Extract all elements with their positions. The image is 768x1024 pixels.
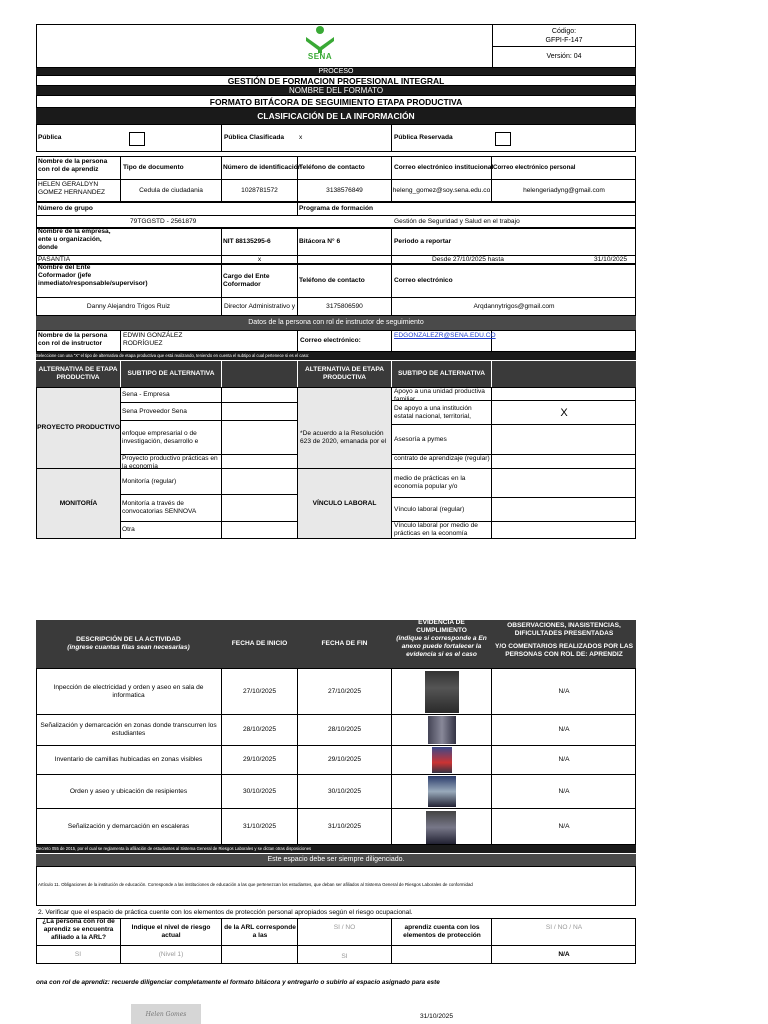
activity-4-evidence-photo bbox=[428, 776, 456, 807]
activity-start-header: FECHA DE INICIO bbox=[231, 640, 288, 647]
activity-2-description: Señalización y demarcación en zonas donde transcurren los estudiantes bbox=[40, 722, 217, 737]
right-sub-4: contrato de aprendizaje (regular) bbox=[394, 455, 490, 462]
proyecto-productivo-label: PROYECTO PRODUCTIVO bbox=[37, 424, 120, 431]
proyecto-sub-3: enfoque empresarial o de investigación, desarrollo e bbox=[122, 429, 199, 445]
classification-row bbox=[36, 124, 636, 152]
instructor-col-2 bbox=[297, 330, 298, 352]
activity-4-observations: N/A bbox=[558, 787, 570, 795]
coformador-correo-header: Correo electrónico bbox=[394, 277, 453, 284]
activity-5-evidence-photo bbox=[426, 811, 456, 844]
monitoria-label: MONITORÍA bbox=[59, 499, 98, 507]
arl-afiliado-header: ¿La persona con rol de aprendiz se encuentra afiliado a la ARL? bbox=[42, 918, 115, 941]
periodo-desde: Desde 27/10/2025 hasta bbox=[432, 256, 504, 263]
activity-observations-header bbox=[492, 622, 636, 668]
decreto-text: Decreto 055 de 2015, por el cual se reglamenta la afiliación de estudiantes al Sistema General de Riesgos Laborales y se dictan otras disposiciones bbox=[36, 845, 636, 853]
vinculo-sub-2: Vínculo laboral (regular) bbox=[394, 505, 465, 513]
activity-3-end: 29/10/2025 bbox=[327, 756, 361, 763]
sub-header-1: SUBTIPO DE ALTERNATIVA bbox=[121, 361, 221, 387]
arl-pago-value: SI bbox=[341, 953, 348, 960]
vinculo-laboral-label: VÍNCULO LABORAL bbox=[312, 499, 377, 507]
header-blank-2 bbox=[492, 361, 636, 387]
activity-1-end: 27/10/2025 bbox=[327, 687, 361, 695]
classification-div-1 bbox=[221, 124, 222, 152]
instructor-col-3 bbox=[391, 330, 392, 352]
activity-2-evidence-photo bbox=[428, 716, 456, 744]
activity-5-observations: N/A bbox=[558, 823, 570, 830]
activity-4-end: 30/10/2025 bbox=[327, 787, 361, 795]
arl-riesgo-header: Indique el nivel de riesgo actual bbox=[131, 924, 211, 939]
grupo-col bbox=[297, 202, 298, 216]
publica-reservada-checkbox[interactable] bbox=[495, 132, 511, 146]
sena-logo bbox=[298, 25, 342, 63]
activity-3-start: 29/10/2025 bbox=[242, 756, 276, 763]
activity-description-header bbox=[36, 620, 221, 668]
formato-label: NOMBRE DEL FORMATO bbox=[36, 86, 636, 95]
bitacora-number: Bitácora N° 6 bbox=[299, 238, 341, 245]
proyecto-sub-4: Proyecto productivo prácticas en la economía bbox=[122, 455, 218, 470]
proceso-value: GESTIÓN DE FORMACION PROFESIONAL INTEGRAL bbox=[36, 75, 636, 86]
aprendiz-telefono-header: Teléfono de contacto bbox=[299, 164, 365, 171]
alternativas-instruction: Seleccione con una "X" el tipo de alternativa de etapa productiva que está realizando, teniendo en cuenta el subtipo al cual pertenece si es el caso: bbox=[36, 352, 636, 360]
empresa-x-mark: x bbox=[257, 256, 262, 263]
activity-2-observations: N/A bbox=[558, 726, 570, 733]
activity-5-description: Señalización y demarcación en escaleras bbox=[67, 823, 190, 830]
activity-2-end: 28/10/2025 bbox=[327, 726, 361, 733]
activity-5-start: 31/10/2025 bbox=[242, 823, 276, 830]
instructor-nombre-header: Nombre de la persona con rol de instructor bbox=[38, 332, 108, 347]
alt-header-1: ALTERNATIVA DE ETAPA PRODUCTIVA bbox=[36, 361, 120, 387]
activity-4-description: Orden y aseo y ubicación de resipientes bbox=[69, 787, 188, 795]
verificar-text: 2. Verificar que el espacio de práctica cuente con los elementos de protección personal apropiados según el riesgo ocupacional. bbox=[38, 909, 413, 916]
monitoria-sub-2: Monitoría a través de convocatorias SENNOVA bbox=[122, 500, 197, 515]
activity-col-3 bbox=[391, 668, 392, 845]
arl-epp-header: aprendiz cuenta con los elementos de protección bbox=[403, 924, 481, 939]
clasificacion-title: CLASIFICACIÓN DE LA INFORMACIÓN bbox=[36, 108, 636, 124]
aprendiz-numero: 1028781572 bbox=[241, 187, 278, 194]
grupo-value: 79TGGSTD - 2561879 bbox=[130, 218, 197, 225]
activity-1-description: Inpección de electricidad y orden y aseo en sala de informatica bbox=[53, 683, 204, 699]
activity-2-start: 28/10/2025 bbox=[242, 726, 276, 733]
activity-3-description: Inventario de camillas hubicadas en zonas visibles bbox=[54, 756, 203, 763]
alt-col-1 bbox=[120, 387, 121, 539]
activity-evidence-sub: (indique si corresponde a En anexo puede fortalecer la evidencia si es el caso bbox=[396, 635, 487, 658]
arl-epp-options: SI / NO / NA bbox=[545, 924, 583, 931]
coformador-correo: Arqdannytrigos@gmail.com bbox=[473, 303, 555, 310]
coformador-cargo-header: Cargo del Ente Coformador bbox=[223, 273, 270, 288]
right-sub-2: De apoyo a una institución estatal nacional, territorial, bbox=[394, 404, 472, 420]
arl-banner: Este espacio debe ser siempre diligenciado. bbox=[36, 854, 636, 866]
aprendiz-correo-inst: heleng_gomez@soy.sena.edu.co bbox=[392, 187, 491, 194]
coformador-telefono: 3175806590 bbox=[326, 303, 363, 310]
activity-1-observations: N/A bbox=[558, 687, 570, 695]
activity-observations-sub: Y/O COMENTARIOS REALIZADOS POR LAS PERSONAS CON ROL DE: APRENDIZ bbox=[495, 643, 633, 658]
footer-note: ona con rol de aprendiz: recuerde diligenciar completamente el formato bitácora y entregarlo o subirlo al espacio asignado para este bbox=[36, 979, 440, 986]
right-sub-1: Apoyo a una unidad productiva familiar bbox=[394, 388, 485, 403]
proceso-label: PROCESO bbox=[36, 68, 636, 75]
alt-col-2 bbox=[221, 387, 222, 539]
arl-col-4 bbox=[391, 918, 392, 964]
coformador-cargo: Director Administrativo y bbox=[223, 303, 296, 310]
articulo-text: Artículo 11. Obligaciones de la institución de educación. Corresponde a las instituciones de educación a las que pertenezcan los estudiantes, que deban ser afiliados al Sistema General de Riesgos Laborales de conformidad bbox=[38, 882, 473, 887]
instructor-nombre: EDWIN GONZÁLEZ RODRÍGUEZ bbox=[123, 332, 183, 347]
arl-riesgo-value: (Nivel 1) bbox=[158, 951, 184, 958]
publica-reservada-label: Pública Reservada bbox=[394, 134, 453, 141]
aprendiz-correo-pers-header: Correo electrónico personal bbox=[493, 164, 576, 171]
arl-col-2 bbox=[221, 918, 222, 964]
right-sub-3: Asesoría a pymes bbox=[394, 435, 447, 443]
empresa-col-3 bbox=[391, 228, 392, 264]
vinculo-sub-1: medio de prácticas en la economía popular y/o bbox=[394, 475, 466, 490]
activity-evidence-header bbox=[392, 617, 491, 668]
version: Versión: 04 bbox=[546, 53, 582, 60]
aprendiz-nombre-header: Nombre de la persona con rol de aprendiz bbox=[38, 158, 108, 173]
monitoria-sub-3: Otra bbox=[122, 526, 135, 533]
empresa-col-2 bbox=[297, 228, 298, 264]
activity-description-title: DESCRIPCIÓN DE LA ACTIVIDAD bbox=[76, 636, 181, 643]
selected-alternative-mark[interactable]: X bbox=[560, 406, 568, 419]
activity-3-evidence-photo bbox=[432, 747, 452, 773]
signature-text: Helen Gomes bbox=[145, 1010, 187, 1018]
instructor-correo-link[interactable]: EDGONZALEZR@SENA.EDU.CO bbox=[394, 332, 496, 339]
instructor-section-title: Datos de la persona con rol de instructor de seguimiento bbox=[36, 316, 636, 330]
empresa-pasantia: PASANTIA bbox=[38, 256, 71, 263]
alt-col-4 bbox=[391, 387, 392, 539]
publica-label: Pública bbox=[38, 134, 62, 141]
activity-evidence-title: EVIDENCIA DE CUMPLIMIENTO bbox=[416, 619, 467, 634]
periodo-hasta: 31/10/2025 bbox=[594, 256, 628, 263]
aprendiz-correo-inst-header: Correo electrónico institucional bbox=[394, 164, 494, 171]
signature-image bbox=[131, 1004, 201, 1024]
arl-pago-header: de la ARL corresponde a las bbox=[224, 924, 296, 939]
vinculo-sub-3: Vínculo laboral por medio de prácticas en la economía bbox=[394, 522, 478, 537]
programa-header: Programa de formación bbox=[299, 205, 374, 212]
codigo-label: Código: bbox=[551, 28, 577, 35]
activity-4-start: 30/10/2025 bbox=[242, 787, 276, 795]
publica-clasificada-mark[interactable]: x bbox=[299, 134, 303, 141]
resolucion-note: *De acuerdo a la Resolución 623 de 2020, emanada por el bbox=[300, 430, 387, 445]
activity-1-evidence-photo bbox=[425, 671, 459, 713]
programa-value: Gestión de Seguridad y Salud en el trabajo bbox=[394, 218, 520, 225]
activity-3-observations: N/A bbox=[558, 756, 570, 763]
instructor-correo-header: Correo electrónico: bbox=[300, 337, 361, 344]
header-blank-1 bbox=[222, 361, 297, 387]
sena-logo-text: SENA bbox=[307, 52, 333, 61]
coformador-nombre-header: Nombre del Ente Coformador (jefe inmediato/responsable/supervisor) bbox=[38, 264, 148, 287]
aprendiz-tipo-doc: Cedula de ciudadania bbox=[139, 187, 203, 194]
instructor-col-1 bbox=[120, 330, 121, 352]
periodo-header: Periodo a reportar bbox=[394, 238, 452, 245]
codigo-value: GFPI-F-147 bbox=[545, 37, 583, 44]
proyecto-sub-1: Sena - Empresa bbox=[122, 391, 170, 398]
monitoria-sub-1: Monitoría (regular) bbox=[122, 477, 177, 485]
alt-header-2: ALTERNATIVA DE ETAPA PRODUCTIVA bbox=[298, 361, 391, 387]
coformador-telefono-header: Teléfono de contacto bbox=[299, 277, 365, 284]
classification-div-2 bbox=[391, 124, 392, 152]
sub-header-2: SUBTIPO DE ALTERNATIVA bbox=[392, 361, 491, 387]
arl-pago-options: SI / NO bbox=[333, 924, 356, 931]
footer-date: 31/10/2025 bbox=[420, 1013, 454, 1020]
activity-description-sub: (ingrese cuantas filas sean necesarias) bbox=[67, 644, 190, 651]
aprendiz-telefono: 3138576849 bbox=[326, 187, 363, 194]
activity-5-end: 31/10/2025 bbox=[327, 823, 361, 830]
grupo-header: Número de grupo bbox=[38, 205, 93, 212]
aprendiz-correo-pers: helengeriadyng@gmail.com bbox=[523, 187, 605, 194]
arl-afiliado-value: SI bbox=[74, 951, 82, 958]
aprendiz-nombre: HELEN GERALDYN GOMEZ HERNANDEZ bbox=[38, 181, 106, 196]
formato-value: FORMATO BITÁCORA DE SEGUIMIENTO ETAPA PRODUCTIVA bbox=[36, 95, 636, 108]
activity-1-start: 27/10/2025 bbox=[242, 687, 276, 695]
aprendiz-col-4 bbox=[391, 156, 392, 202]
arl-epp-value: N/A bbox=[558, 951, 570, 958]
header-right-divider bbox=[492, 46, 636, 47]
coformador-nombre: Danny Alejandro Trigos Ruiz bbox=[86, 303, 171, 310]
aprendiz-tipo-doc-header: Tipo de documento bbox=[123, 164, 184, 171]
activity-observations-title: OBSERVACIONES, INASISTENCIAS, DIFICULTADES PRESENTADAS bbox=[507, 622, 621, 637]
aprendiz-numero-header: Número de identificación bbox=[223, 164, 302, 171]
publica-checkbox[interactable] bbox=[129, 132, 145, 146]
publica-clasificada-label: Pública Clasificada bbox=[224, 134, 285, 141]
proyecto-sub-2: Sena Proveedor Sena bbox=[122, 407, 187, 415]
empresa-nit: NIT 88135295-6 bbox=[223, 238, 271, 245]
empresa-header: Nombre de la empresa, ente u organización, donde bbox=[38, 228, 111, 251]
activity-end-header: FECHA DE FIN bbox=[321, 640, 368, 647]
